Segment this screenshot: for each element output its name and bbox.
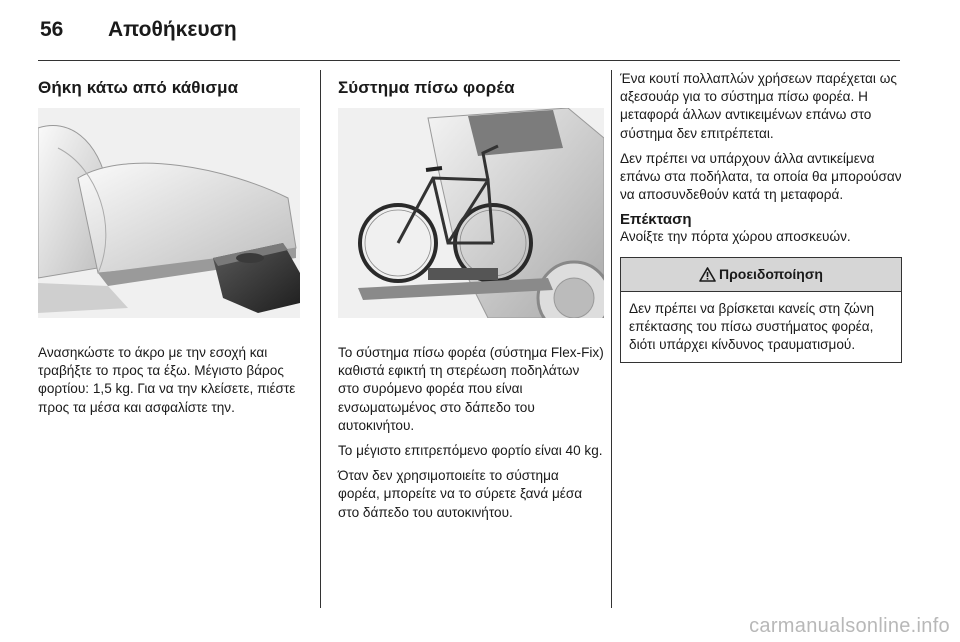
warning-triangle-icon xyxy=(699,267,716,282)
column-rear-carrier xyxy=(338,70,604,529)
under-seat-paragraph: Ανασηκώστε το άκρο με την εσοχή και τραβήξτε το προς τα έξω. Μέγιστο βάρος φορτίου: 1,5 kg. Για να την κλείσετε, πιέστε προς τα μέσα και ασφαλίστε την. xyxy=(38,345,296,415)
column-divider-1 xyxy=(320,70,321,608)
warning-box xyxy=(620,257,902,364)
header-divider xyxy=(38,60,900,61)
warning-text: Δεν πρέπει να βρίσκεται κανείς στη ζώνη επέκτασης του πίσω συστήματος φορέα, διότι υπάρχει κίνδυνος τραυματισμού. xyxy=(629,300,875,353)
page-number: 56 xyxy=(40,18,64,41)
page-header xyxy=(40,18,237,48)
rear-carrier-paragraph-3: Όταν δεν χρησιμοποιείτε το σύστημα φορέα, μπορείτε να το σύρετε ξανά μέσα στο δάπεδο του αυτοκινήτου. xyxy=(338,468,583,520)
column-divider-2 xyxy=(611,70,612,608)
section-heading-under-seat: Θήκη κάτω από κάθισμα xyxy=(38,78,239,97)
section-heading-rear-carrier: Σύστημα πίσω φορέα xyxy=(338,78,515,97)
rear-carrier-paragraph-1: Το σύστημα πίσω φορέα (σύστημα Flex-Fix) καθιστά εφικτή τη στερέωση ποδηλάτων στο συρόμενο φορέα που είναι ενσωματωμένος στο δάπεδο του αυτοκινήτου. xyxy=(338,345,604,433)
warning-body xyxy=(621,292,901,363)
under-seat-drawer-illustration xyxy=(38,108,300,318)
no-objects-paragraph: Δεν πρέπει να υπάρχουν άλλα αντικείμενα επάνω στα ποδήλατα, τα οποία θα μπορούσαν να αποσυνδεθούν κατά τη μεταφορά. xyxy=(620,150,902,203)
watermark: carmanualsonline.info xyxy=(749,615,950,637)
page-title: Αποθήκευση xyxy=(108,18,237,41)
warning-title: Προειδοποίηση xyxy=(719,266,823,283)
accessory-paragraph: Ένα κουτί πολλαπλών χρήσεων παρέχεται ως αξεσουάρ για το σύστημα πίσω φορέα. Η μεταφορά άλλων αντικειμένων επάνω στο σύστημα δεν επιτρέπεται. xyxy=(620,71,897,141)
rear-carrier-paragraph-2: Το μέγιστο επιτρεπόμενο φορτίο είναι 40 kg. xyxy=(338,443,603,459)
rear-bicycle-carrier-illustration xyxy=(338,108,604,318)
column-rear-carrier-continued xyxy=(620,70,902,363)
warning-header xyxy=(621,258,901,292)
column-under-seat xyxy=(38,70,300,424)
extension-paragraph: Ανοίξτε την πόρτα χώρου αποσκευών. xyxy=(620,229,851,245)
subheading-extension: Επέκταση xyxy=(620,211,692,229)
